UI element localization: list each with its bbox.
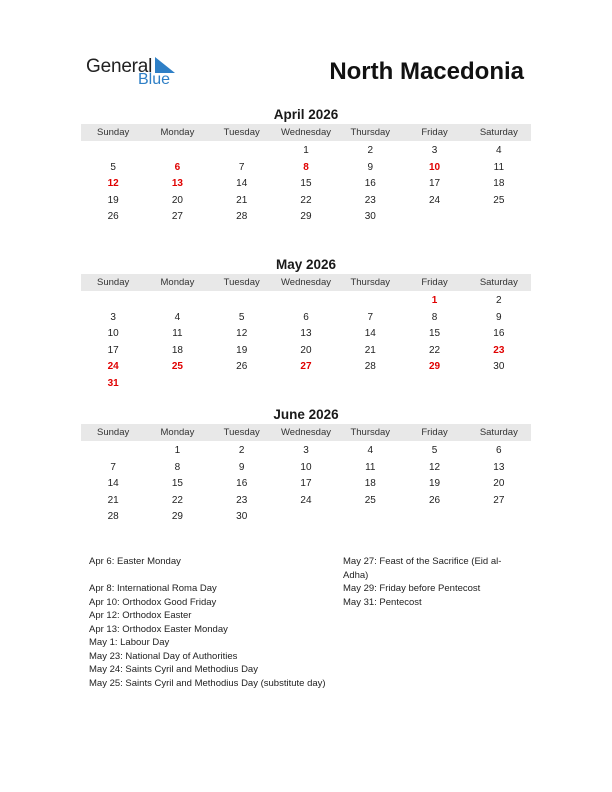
month-april	[81, 106, 531, 226]
day-cell: 22	[428, 344, 441, 356]
weekday-saturday: Saturday	[479, 127, 518, 138]
day-cell: 1	[303, 145, 309, 156]
holiday-column-left	[89, 555, 327, 690]
day-cell: 14	[107, 478, 119, 490]
day-cell: 11	[172, 328, 183, 340]
day-cell: 27	[171, 211, 183, 223]
day-cell: 24	[300, 494, 312, 506]
weekday-wednesday: Wednesday	[280, 127, 331, 138]
holiday-column-right	[343, 555, 521, 609]
logo-general-text: General	[86, 56, 153, 77]
holiday-day-cell: 13	[171, 178, 183, 190]
day-cell: 8	[174, 461, 181, 473]
day-cell: 15	[428, 328, 441, 340]
empty-day-cell	[338, 509, 402, 526]
holiday-day-cell: 12	[107, 178, 119, 190]
holiday-item: May 23: National Day of Authorities	[89, 650, 238, 662]
day-cell: 28	[236, 211, 248, 223]
month-may	[81, 256, 531, 393]
day-cell: 8	[431, 311, 438, 323]
weekday-friday: Friday	[421, 427, 448, 438]
day-cell: 23	[364, 194, 376, 206]
holiday-day-cell: 1	[431, 295, 438, 306]
calendar-grid	[81, 141, 531, 226]
day-cell: 22	[171, 494, 183, 506]
day-cell: 24	[428, 194, 441, 206]
empty-day-cell	[467, 209, 531, 226]
day-cell: 15	[171, 478, 183, 490]
empty-day-cell	[210, 143, 274, 160]
weekday-monday: Monday	[160, 127, 195, 138]
month-title: May 2026	[275, 257, 337, 272]
day-cell: 4	[367, 445, 374, 456]
empty-day-cell	[81, 443, 145, 460]
week-row	[81, 326, 531, 343]
empty-day-cell	[145, 376, 209, 393]
week-row	[81, 176, 531, 193]
day-cell: 20	[493, 478, 505, 490]
day-cell: 17	[428, 178, 441, 190]
week-row	[81, 443, 531, 460]
day-cell: 6	[496, 445, 502, 456]
day-cell: 5	[238, 311, 245, 323]
holiday-day-cell: 10	[428, 161, 441, 173]
holiday-day-cell: 31	[107, 377, 119, 389]
day-cell: 19	[428, 478, 441, 490]
empty-day-cell	[338, 376, 402, 393]
weekday-wednesday: Wednesday	[280, 277, 331, 288]
empty-day-cell	[338, 293, 402, 310]
empty-day-cell	[81, 293, 145, 310]
week-row	[81, 376, 531, 393]
day-cell: 15	[300, 178, 312, 190]
week-row	[81, 310, 531, 327]
holiday-day-cell: 25	[171, 361, 183, 373]
weekday-sunday: Sunday	[97, 277, 130, 288]
day-cell: 16	[493, 328, 505, 340]
logo	[86, 54, 186, 94]
holiday-item: May 31: Pentecost	[343, 596, 422, 608]
empty-day-cell	[145, 143, 209, 160]
holiday-item: May 25: Saints Cyril and Methodius Day (substitute day)	[89, 677, 326, 689]
day-cell: 13	[300, 328, 312, 340]
weekday-sunday: Sunday	[97, 427, 130, 438]
weekday-tuesday: Tuesday	[223, 127, 260, 138]
day-cell: 16	[236, 478, 248, 490]
holiday-day-cell: 23	[493, 344, 505, 356]
day-cell: 26	[107, 211, 119, 223]
logo-blue-text: Blue	[138, 71, 171, 88]
day-cell: 21	[236, 194, 248, 206]
day-cell: 28	[364, 361, 376, 373]
day-cell: 3	[303, 445, 309, 456]
day-cell: 16	[364, 178, 376, 190]
month-title: June 2026	[273, 407, 339, 422]
holiday-day-cell: 6	[174, 161, 181, 173]
day-cell: 9	[238, 461, 245, 473]
day-cell: 12	[428, 461, 441, 473]
weekday-wednesday: Wednesday	[280, 427, 331, 438]
weekday-monday: Monday	[160, 277, 195, 288]
week-row	[81, 143, 531, 160]
weekday-monday: Monday	[160, 427, 195, 438]
empty-day-cell	[402, 209, 466, 226]
day-cell: 12	[236, 328, 248, 340]
weekday-sunday: Sunday	[97, 127, 130, 138]
day-cell: 4	[496, 145, 502, 156]
holiday-item: May 1: Labour Day	[89, 637, 170, 648]
day-cell: 7	[367, 311, 374, 323]
day-cell: 21	[364, 344, 376, 356]
week-row	[81, 359, 531, 376]
country-title: North Macedonia	[329, 58, 524, 85]
day-cell: 19	[236, 344, 248, 356]
day-cell: 7	[110, 461, 116, 473]
day-cell: 17	[300, 478, 312, 490]
day-cell: 2	[238, 445, 245, 456]
holiday-item: May 29: Friday before Pentecost	[343, 583, 481, 594]
week-row	[81, 160, 531, 177]
holiday-day-cell: 24	[107, 361, 119, 373]
day-cell: 26	[236, 361, 248, 373]
weekday-header	[81, 274, 531, 291]
calendar-grid	[81, 441, 531, 526]
holiday-day-cell: 29	[428, 361, 441, 373]
holiday-item: Apr 6: Easter Monday	[89, 556, 181, 567]
week-row	[81, 460, 531, 477]
day-cell: 2	[367, 145, 374, 156]
day-cell: 29	[171, 511, 183, 523]
day-cell: 22	[300, 194, 312, 206]
day-cell: 11	[493, 161, 505, 173]
day-cell: 17	[107, 344, 119, 356]
day-cell: 9	[367, 161, 374, 173]
day-cell: 27	[493, 494, 505, 506]
weekday-friday: Friday	[421, 127, 448, 138]
empty-day-cell	[467, 376, 531, 393]
weekday-thursday: Thursday	[350, 277, 391, 288]
day-cell: 28	[107, 511, 119, 523]
weekday-header	[81, 124, 531, 141]
day-cell: 21	[107, 494, 119, 506]
empty-day-cell	[210, 293, 274, 310]
empty-day-cell	[402, 509, 466, 526]
holiday-item: Apr 12: Orthodox Easter	[89, 610, 192, 621]
day-cell: 30	[236, 511, 248, 523]
holiday-item: Apr 10: Orthodox Good Friday	[89, 596, 217, 608]
day-cell: 6	[303, 311, 309, 323]
day-cell: 19	[107, 194, 119, 206]
day-cell: 25	[364, 494, 376, 506]
empty-day-cell	[81, 143, 145, 160]
week-row	[81, 293, 531, 310]
weekday-header	[81, 424, 531, 441]
week-row	[81, 343, 531, 360]
day-cell: 29	[300, 211, 312, 223]
day-cell: 5	[431, 445, 438, 456]
weekday-saturday: Saturday	[479, 427, 518, 438]
week-row	[81, 493, 531, 510]
day-cell: 2	[496, 295, 502, 306]
holiday-day-cell: 8	[303, 161, 309, 173]
day-cell: 14	[364, 328, 376, 340]
day-cell: 5	[110, 161, 116, 173]
day-cell: 10	[107, 328, 119, 340]
empty-day-cell	[145, 293, 209, 310]
weekday-friday: Friday	[421, 277, 448, 288]
day-cell: 3	[110, 311, 116, 323]
weekday-tuesday: Tuesday	[223, 277, 260, 288]
holiday-item: Apr 13: Orthodox Easter Monday	[89, 623, 228, 635]
day-cell: 14	[236, 178, 248, 190]
empty-day-cell	[274, 293, 338, 310]
empty-day-cell	[210, 376, 274, 393]
weekday-thursday: Thursday	[350, 127, 391, 138]
month-june	[81, 406, 531, 526]
day-cell: 26	[428, 494, 441, 506]
day-cell: 3	[431, 145, 438, 156]
day-cell: 23	[236, 494, 248, 506]
day-cell: 7	[238, 161, 245, 173]
month-title: April 2026	[273, 107, 339, 122]
day-cell: 20	[300, 344, 312, 356]
holiday-item: May 27: Feast of the Sacrifice (Eid al-Adha)	[343, 556, 502, 581]
day-cell: 18	[171, 344, 183, 356]
day-cell: 1	[174, 445, 181, 456]
week-row	[81, 193, 531, 210]
day-cell: 10	[300, 461, 312, 473]
week-row	[81, 509, 531, 526]
day-cell: 9	[496, 311, 502, 323]
empty-day-cell	[274, 509, 338, 526]
day-cell: 30	[364, 211, 376, 223]
weekday-tuesday: Tuesday	[223, 427, 260, 438]
holiday-item: May 24: Saints Cyril and Methodius Day	[89, 664, 258, 675]
week-row	[81, 476, 531, 493]
week-row	[81, 209, 531, 226]
calendar-grid	[81, 291, 531, 393]
empty-day-cell	[467, 509, 531, 526]
day-cell: 30	[493, 361, 505, 373]
weekday-thursday: Thursday	[350, 427, 391, 438]
day-cell: 20	[171, 194, 183, 206]
holiday-day-cell: 27	[300, 361, 312, 373]
day-cell: 13	[493, 461, 505, 473]
day-cell: 25	[493, 194, 505, 206]
empty-day-cell	[274, 376, 338, 393]
day-cell: 18	[493, 178, 505, 190]
weekday-saturday: Saturday	[479, 277, 518, 288]
day-cell: 18	[364, 478, 376, 490]
day-cell: 4	[174, 311, 181, 323]
day-cell: 11	[365, 461, 376, 473]
empty-day-cell	[402, 376, 466, 393]
holiday-item: Apr 8: International Roma Day	[89, 583, 217, 594]
